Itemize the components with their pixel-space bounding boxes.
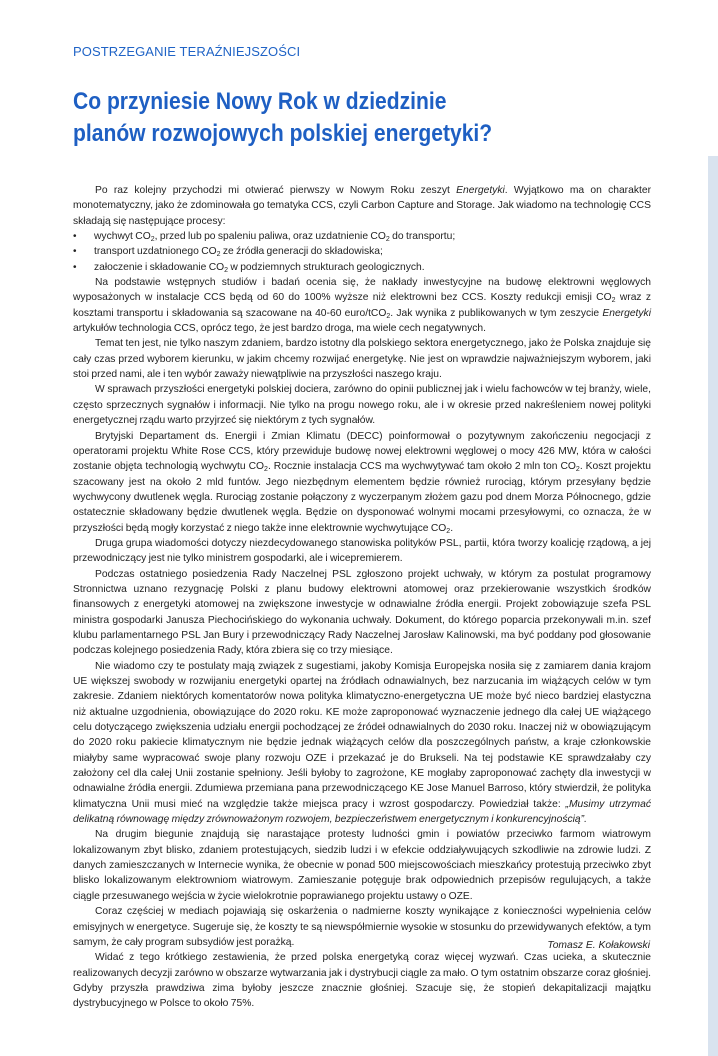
paragraph-decc: Brytyjski Departament ds. Energii i Zmian Klimatu (DECC) poinformował o pozytywnym zakończeniu negocjacji z operatorami projektu White Rose CCS, który przewiduje budowę nowej elektrowni węglowej o mocy 426 MW, która w całości zostanie objęta technologią wychwytu $CO_2$. Rocznie instalacja CCS ma wychwytywać tam około 2 mln ton $CO_2$. Koszt projektu szacowany jest na około 2 mld funtów. Jego niezbędnym elementem będzie również rurociąg, którym przesyłany będzie wychwycony dwutlenek węgla. Rurociąg zostanie połączony z wyczerpanym złożem gazu pod dnem Morza Północnego, gdzie ostatecznie składowany będzie dwutlenek węgla. Będzie on dysponować wolnymi mocami przesyłowymi, co oznacza, że w przyszłości będą mogły korzystać z niego także inne elektrownie wychwytujące $CO_2$. bbox=[73, 430, 652, 535]
paragraph-eu: Nie wiadomo czy te postulaty mają związek z sugestiami, jakoby Komisja Europejska nosiła się z zamiarem dania krajom UE większej swobody w rozwijaniu energetyki opartej na źródłach odnawialnych, bez narzucania im wiążących celów w tym zakresie. Zdaniem niektórych komentatorów nowa polityka klimatyczno-energetyczna UE może być nieco bardziej elastyczna niż aktualne uzgodnienia, obowiązujące do 2020 roku. KE może zaproponować wyznaczenie jednego dla całej UE wiążącego celu dotyczącego zwiększenia udziału energii pochodzącej ze źródeł odnawialnych do 2030 roku. Inaczej niż w obowiązującym do 2020 roku pakiecie klimatycznym nie będzie jednak wiążących celów dla poszczególnych państw, a kraje członkowskie miałyby same wypracować swoje plany rozwoju OZE i przekazać je do Brukseli. Na tej podstawie KE sprawdzałaby czy założony cel dla całej Unii zostanie spełniony. Jeśli byłoby to zagrożone, KE mogłaby zaproponować zachęty dla inwestycji w odnawialne źródła energii. Zdumiewa przemiana pana przewodniczącego KE Jose Manuel Barroso, który stwierdził, że polityka klimatyczna Unii musi mieć na względzie także miejsca pracy i wzrost gospodarczy. Powiedział także: „Musimy utrzymać delikatną równowagę między zrównoważonym rozwojem, bezpieczeństwem energetycznym i konkurencyjnością”. bbox=[73, 660, 651, 826]
ccs-process-list bbox=[73, 229, 651, 275]
paragraph-intro: Po raz kolejny przychodzi mi otwierać pierwszy w Nowym Roku zeszyt Energetyki. Wyjątkowo ma on charakter monotematyczny, jako że zdominowała go tematyka CCS, czyli Carbon Capture and Storage. Jak wiadomo na technologię CCS składają się następujące procesy: bbox=[73, 185, 651, 227]
list-item: • transport uzdatnionego $CO_2$ ze źródła generacji do składowiska; bbox=[73, 244, 651, 259]
paragraph-psl: Podczas ostatniego posiedzenia Rady Naczelnej PSL zgłoszono projekt uchwały, w którym za postulat programowy Stronnictwa uznano rezygnację Polski z planu budowy elektrowni atomowej oraz przekierowanie wszystkich środków finansowych z energetyki atomowej na zwiększone inwestycje w odnawialne źródła energii. Projekt zobowiązuje szefa PSL ministra gospodarki Janusza Piechocińskiego do wykonania uchwały. Dokument, do którego poparcia przekonywali m.in. szef klubu parlamentarnego PSL Jan Bury i przewodniczący Rady Naczelnej Jarosław Kalinowski, ma być poddany pod głosowanie podczas kolejnego posiedzenia Rady, która zbiera się co trzy miesiące. bbox=[73, 568, 651, 657]
page-edge-tab bbox=[708, 156, 718, 1056]
paragraph-costs: Na podstawie wstępnych studiów i badań ocenia się, że nakłady inwestycyjne na budowę elektrowni węglowych wyposażonych w instalacje CCS będą od 60 do 100% wyższe niż elektrowni bez CCS. Koszty redukcji emisji $CO_2$ wraz z kosztami transportu i składowania są szacowane na 40-60 euro/tCO$_2$. Jak wynika z publikowanych w tym zeszycie Energetyki artykułów technologia CCS, oprócz tego, że jest bardzo droga, ma wiele cech negatywnych. bbox=[73, 277, 651, 335]
list-item: • wychwyt $CO_2$, przed lub po spaleniu paliwa, oraz uzdatnienie $CO_2$ do transportu; bbox=[73, 229, 651, 244]
article-title-line-2: planów rozwojowych polskiej energetyki? bbox=[73, 120, 493, 147]
article-title bbox=[73, 86, 589, 150]
article-title-line-1: Co przyniesie Nowy Rok w dziedzinie bbox=[73, 88, 447, 115]
paragraph-politicians: Druga grupa wiadomości dotyczy niezdecydowanego stanowiska polityków PSL, partii, która tworzy koalicję rządową, a jej przewodniczący jest nie tylko ministrem gospodarki, ale i wicepremierem. bbox=[73, 537, 651, 565]
article-body bbox=[73, 183, 651, 1012]
paragraph-future: W sprawach przyszłości energetyki polskiej dociera, zarówno do opinii publicznej jak i wielu fachowców w tej branży, wiele, często sprzecznych sygnałów i informacji. Nie tylko na progu nowego roku, ale i w okresie przed nakreśleniem nowej polityki energetycznej rządu warto przyjrzeć się niektórym z tych sygnałów. bbox=[73, 384, 651, 427]
paragraph-topic: Temat ten jest, nie tylko naszym zdaniem, bardzo istotny dla polskiego sektora energetycznego, jako że Polska znajduje się cały czas przed wyborem kierunku, w jakim chcemy rozwijać energetykę. Nie jest on wprawdzie najważniejszym wyborem, jaki stoi przed nami, ale i ten wybór zaważy niewątpliwie na przyszłości naszego kraju. bbox=[73, 338, 651, 381]
author-signature: Tomasz E. Kołakowski bbox=[547, 940, 650, 951]
paragraph-protests: Na drugim biegunie znajdują się narastające protesty ludności gmin i powiatów przeciwko farmom wiatrowym lokalizowanym zbyt blisko, zdaniem protestujących, siedzib ludzi i w efekcie oddziaływujących szkodliwie na zdrowie ludzi. Z danych zamieszczanych w Internecie wynika, że obecnie w ponad 500 miejscowościach mieszkańcy protestują przeciwko zbyt blisko lokalizowanym elektrowniom wiatrowym. Zamieszanie potęguje brak odpowiednich przepisów regulujących, a także ciągle przesuwanego wejścia w życie wielokrotnie poprawianego projektu ustawy o OZE. bbox=[73, 829, 651, 902]
list-item: • załoczenie i składowanie $CO_2$ w podziemnych strukturach geologicznych. bbox=[73, 260, 651, 275]
section-label: POSTRZEGANIE TERAŹNIEJSZOŚCI bbox=[73, 44, 301, 59]
paragraph-media: Coraz częściej w mediach pojawiają się oskarżenia o nadmierne koszty wynikające z konieczności wypełnienia celów emisyjnych w energetyce. Sugeruje się, że koszty te są niewspółmiernie wysokie w stosunku do przewidywanych efektów, a tym samym, że cały program subsydiów jest porażką. bbox=[73, 906, 651, 948]
paragraph-summary: Widać z tego krótkiego zestawienia, że przed polska energetyką coraz więcej wyzwań. Czas ucieka, a skutecznie realizowanych decyzji zarówno w obszarze wytwarzania jak i dystrybucji ciągle za mało. O tym ostatnim obszarze coraz głośniej. Gdyby przyszła prawdziwa zima byłoby jeszcze znacznie głośniej. Szacuje się, że stopień dekapitalizacji majątku dystrybucyjnego w Polsce to około 75%. bbox=[73, 952, 651, 1010]
